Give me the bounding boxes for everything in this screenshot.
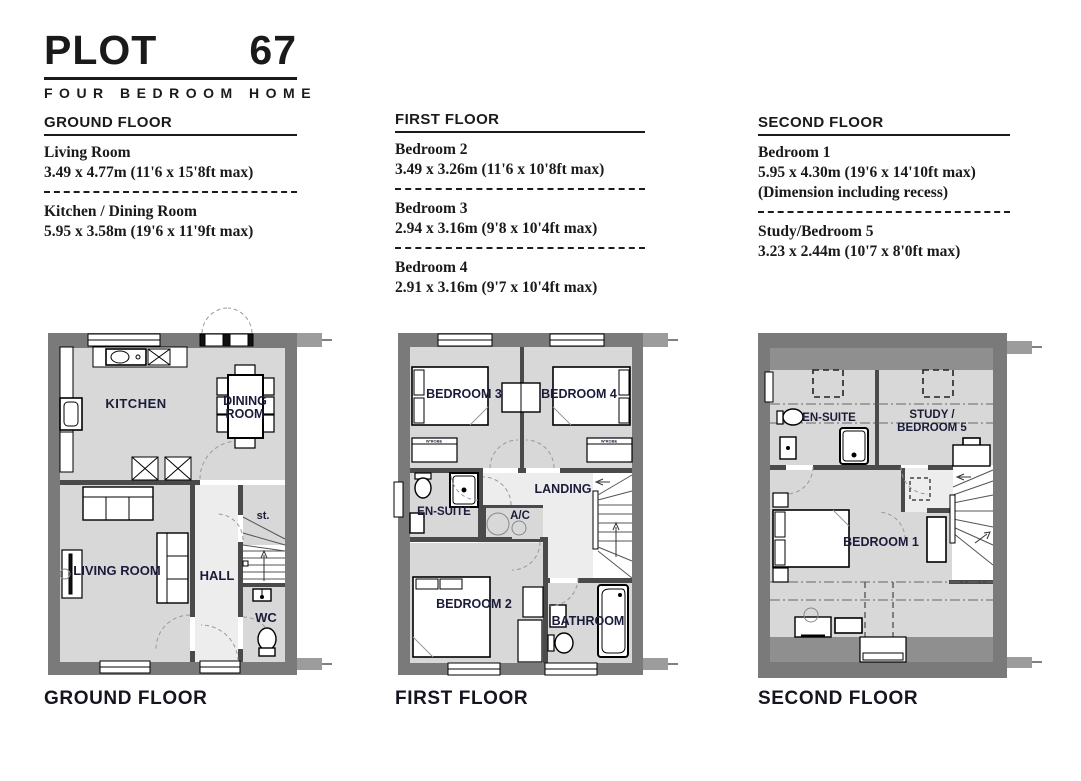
dashed-divider: [395, 188, 645, 190]
wardrobe-label: W'ROBE: [425, 438, 443, 444]
plan-caption-ground: GROUND FLOOR: [44, 688, 208, 709]
room-label-bedroom2: BEDROOM 2: [436, 597, 512, 611]
room-label-study-2: BEDROOM 5: [897, 422, 967, 434]
plan-caption-first: FIRST FLOOR: [395, 688, 529, 709]
spec-room-name: Bedroom 3: [395, 200, 468, 217]
spec-header: FIRST FLOOR: [395, 111, 645, 133]
room-label-ensuite: EN-SUITE: [802, 412, 856, 424]
spec-room-dims: 2.94 x 3.16m (9'8 x 10'4ft max): [395, 220, 598, 237]
spec-header: GROUND FLOOR: [44, 114, 297, 136]
wardrobe-label: W'ROBE: [600, 438, 618, 444]
room-label-landing: LANDING: [534, 482, 592, 496]
room-label-dining-2: ROOM: [225, 407, 265, 421]
spec-room-dims: 3.49 x 3.26m (11'6 x 10'8ft max): [395, 161, 605, 178]
room-label-ac: A/C: [510, 510, 530, 522]
room-label-store: st.: [256, 510, 270, 522]
plot-label: PLOT: [44, 27, 158, 73]
spec-room-dims: 2.91 x 3.16m (9'7 x 10'4ft max): [395, 279, 598, 296]
second-floor-plan: [753, 295, 1053, 687]
spec-room-name: Bedroom 2: [395, 141, 468, 158]
spec-room-note: (Dimension including recess): [758, 184, 949, 201]
spec-column-first: [395, 111, 645, 298]
spec-column-second: [758, 114, 1010, 262]
room-label-bedroom1: BEDROOM 1: [843, 535, 919, 549]
dashed-divider: [395, 247, 645, 249]
room-label-dining-1: DINING: [223, 394, 267, 408]
room-label-bathroom: BATHROOM: [551, 614, 625, 628]
room-label-living: LIVING ROOM: [73, 563, 161, 578]
spec-room-name: Kitchen / Dining Room: [44, 203, 197, 220]
spec-room-dims: 3.23 x 2.44m (10'7 x 8'0ft max): [758, 243, 961, 260]
dashed-divider: [758, 211, 1010, 213]
ground-floor-plan: [40, 295, 370, 687]
room-label-ensuite: EN-SUITE: [417, 506, 471, 518]
room-label-bedroom4: BEDROOM 4: [541, 387, 617, 401]
title-block: [44, 27, 318, 101]
plot-subtitle: FOUR BEDROOM HOME: [44, 85, 318, 101]
dormer-window: [860, 637, 906, 662]
room-label-study-1: STUDY /: [909, 409, 955, 421]
room-label-bedroom3: BEDROOM 3: [426, 387, 502, 401]
dashed-divider: [44, 191, 297, 193]
spec-room-dims: 5.95 x 4.30m (19'6 x 14'10ft max): [758, 164, 976, 181]
room-label-hall: HALL: [199, 568, 235, 583]
plan-caption-second: SECOND FLOOR: [758, 688, 919, 709]
plot-number: 67: [249, 27, 297, 73]
spec-room-name: Study/Bedroom 5: [758, 223, 874, 240]
spec-column-ground: [44, 114, 297, 242]
spec-header: SECOND FLOOR: [758, 114, 1010, 136]
plot-title: [44, 27, 297, 80]
spec-room-name: Living Room: [44, 144, 131, 161]
spec-room-dims: 3.49 x 4.77m (11'6 x 15'8ft max): [44, 164, 254, 181]
spec-room-name: Bedroom 4: [395, 259, 468, 276]
staircase: [950, 470, 993, 580]
spec-room-name: Bedroom 1: [758, 144, 831, 161]
room-label-kitchen: KITCHEN: [105, 396, 167, 411]
spec-room-dims: 5.95 x 3.58m (19'6 x 11'9ft max): [44, 223, 254, 240]
room-label-wc: WC: [255, 610, 277, 625]
first-floor-plan: [390, 295, 690, 687]
